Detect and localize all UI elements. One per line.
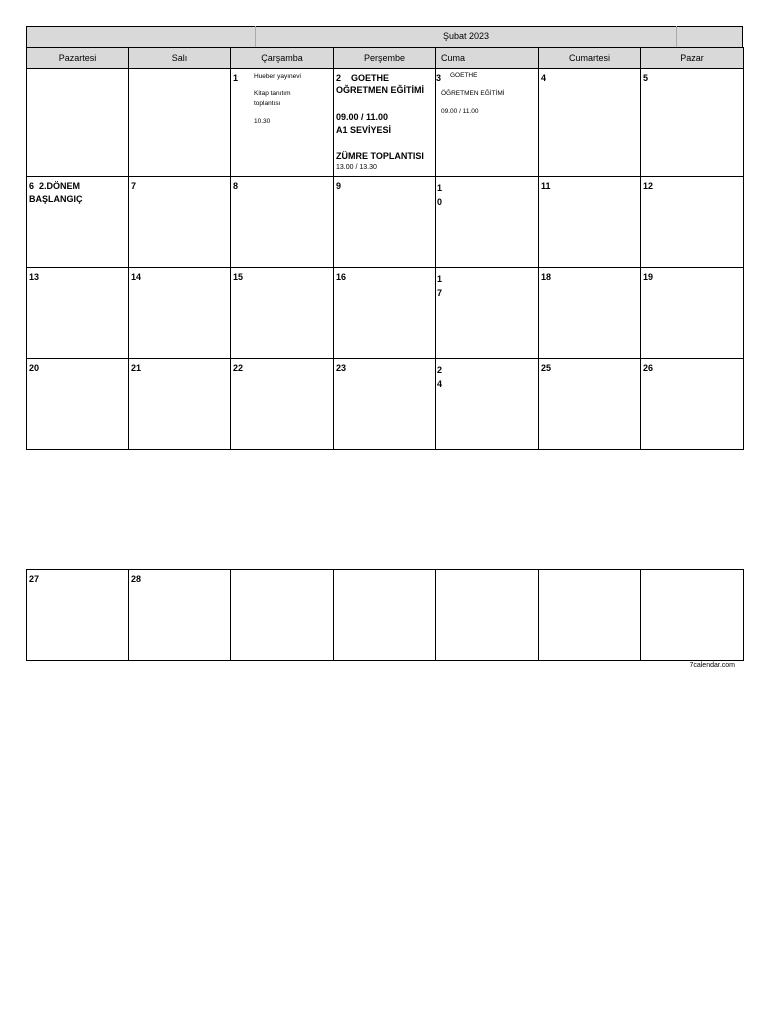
week-row	[27, 69, 744, 177]
day-number: 10	[437, 183, 443, 207]
day-cell-empty[interactable]	[27, 69, 129, 177]
day-cell[interactable]	[27, 359, 129, 450]
day-cell[interactable]	[231, 268, 334, 359]
event-text: GOETHE	[351, 73, 390, 83]
day-number: 8	[233, 181, 239, 191]
day-cell[interactable]	[641, 69, 744, 177]
event-text: A1 SEVİYESİ	[336, 125, 392, 135]
day-number: 1	[233, 73, 239, 83]
day-number: 27	[29, 574, 40, 584]
day-cell[interactable]	[436, 268, 539, 359]
day-cell[interactable]	[129, 268, 231, 359]
day-number: 7	[131, 181, 137, 191]
calendar-grid-last-week	[26, 569, 744, 661]
month-title: Şubat 2023	[255, 26, 677, 48]
day-number: 16	[336, 272, 347, 282]
week-row	[27, 570, 744, 661]
day-cell[interactable]	[129, 177, 231, 268]
month-title-bar	[26, 26, 743, 48]
week-row	[27, 268, 744, 359]
calendar-grid	[26, 47, 744, 450]
day-cell[interactable]	[27, 570, 129, 661]
day-number: 20	[29, 363, 40, 373]
day-number: 23	[336, 363, 347, 373]
day-cell[interactable]	[641, 177, 744, 268]
day-cell[interactable]	[436, 69, 539, 177]
event-text: OĞRETMEN EĞİTİMİ	[336, 85, 425, 95]
day-number: 2	[336, 73, 342, 83]
week-row	[27, 359, 744, 450]
event-text: toplantısı	[254, 100, 281, 107]
day-number: 12	[643, 181, 654, 191]
weekday-header: Perşembe	[334, 48, 436, 69]
day-cell[interactable]	[641, 359, 744, 450]
event-text: BAŞLANGIÇ	[29, 194, 83, 204]
day-number: 17	[437, 274, 443, 298]
day-number: 6	[29, 181, 35, 191]
day-cell[interactable]	[539, 268, 641, 359]
day-cell[interactable]	[436, 359, 539, 450]
day-cell[interactable]	[539, 177, 641, 268]
day-number: 3	[436, 73, 442, 83]
day-cell-empty[interactable]	[436, 570, 539, 661]
day-cell[interactable]	[27, 177, 129, 268]
day-number: 13	[29, 272, 40, 282]
day-number: 19	[643, 272, 654, 282]
event-text: GOETHE	[450, 72, 478, 79]
day-number: 25	[541, 363, 552, 373]
day-cell[interactable]	[129, 570, 231, 661]
day-cell-empty[interactable]	[129, 69, 231, 177]
day-number: 9	[336, 181, 342, 191]
weekday-header: Salı	[129, 48, 231, 69]
weekday-header: Cumartesi	[539, 48, 641, 69]
event-time: 09.00 / 11.00	[336, 112, 389, 122]
day-cell[interactable]	[231, 69, 334, 177]
weekday-header: Çarşamba	[231, 48, 334, 69]
day-cell[interactable]	[334, 69, 436, 177]
day-number: 11	[541, 181, 551, 191]
event-time: 09.00 / 11.00	[441, 108, 479, 115]
day-cell[interactable]	[436, 177, 539, 268]
event-time: 13.00 / 13.30	[336, 164, 377, 171]
day-cell-empty[interactable]	[334, 570, 436, 661]
day-cell[interactable]	[334, 359, 436, 450]
event-text: 2.DÖNEM	[39, 181, 81, 191]
event-time: 10.30	[254, 118, 271, 125]
footer-credit: 7calendar.com	[689, 662, 735, 669]
day-cell[interactable]	[231, 359, 334, 450]
weekday-header-row	[27, 48, 744, 69]
day-cell[interactable]	[334, 177, 436, 268]
day-number: 24	[437, 365, 443, 389]
day-number: 5	[643, 73, 649, 83]
day-number: 18	[541, 272, 552, 282]
day-number: 14	[131, 272, 142, 282]
day-cell[interactable]	[539, 359, 641, 450]
day-cell[interactable]	[27, 268, 129, 359]
event-text: ÖĞRETMEN EĞİTİMİ	[441, 90, 505, 97]
day-cell-empty[interactable]	[539, 570, 641, 661]
day-number: 26	[643, 363, 654, 373]
day-cell-empty[interactable]	[231, 570, 334, 661]
day-cell[interactable]	[231, 177, 334, 268]
day-number: 15	[233, 272, 244, 282]
day-cell[interactable]	[539, 69, 641, 177]
event-text: Hueber yayınevi	[254, 73, 301, 80]
day-cell-empty[interactable]	[641, 570, 744, 661]
day-cell[interactable]	[334, 268, 436, 359]
weekday-header: Pazar	[641, 48, 744, 69]
day-number: 21	[131, 363, 142, 373]
week-row	[27, 177, 744, 268]
day-number: 22	[233, 363, 244, 373]
weekday-header: Cuma	[436, 48, 539, 69]
event-text: ZÜMRE TOPLANTISI	[336, 151, 424, 161]
day-cell[interactable]	[129, 359, 231, 450]
event-text: Kitap tanıtım	[254, 90, 291, 97]
day-cell[interactable]	[641, 268, 744, 359]
day-number: 28	[131, 574, 142, 584]
day-number: 4	[541, 73, 547, 83]
weekday-header: Pazartesi	[27, 48, 129, 69]
